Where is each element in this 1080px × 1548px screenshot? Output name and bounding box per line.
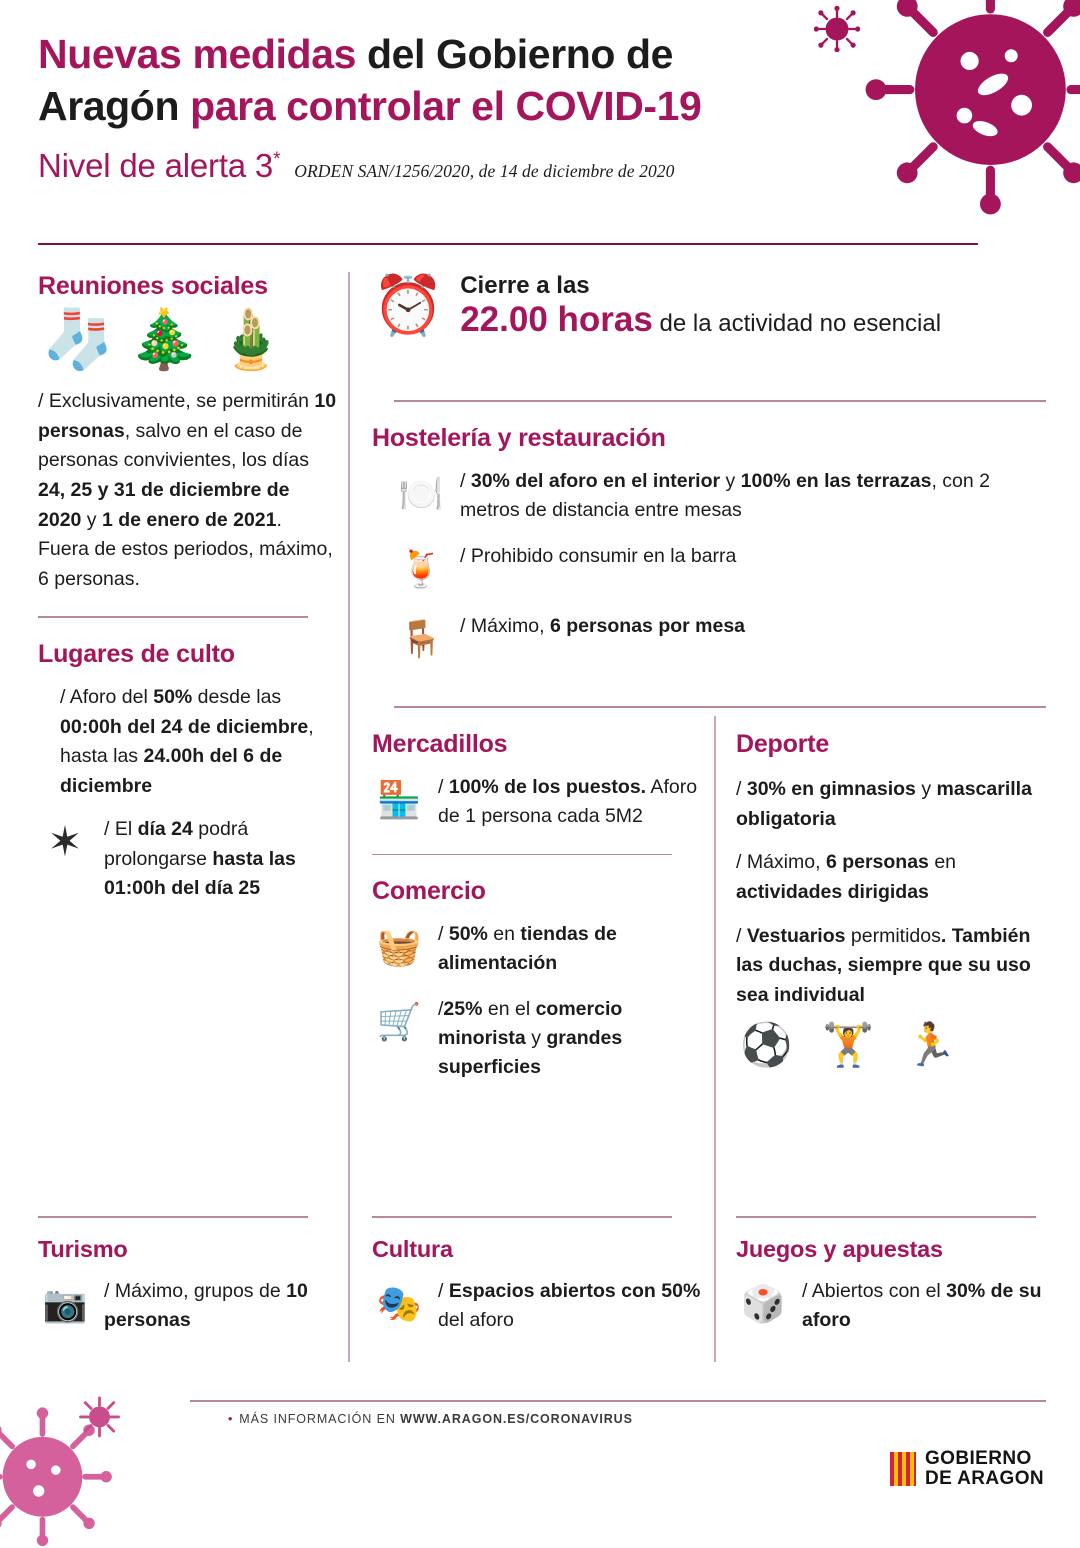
deporte-illustration <box>740 1021 1048 1069</box>
juegos-item <box>736 1277 1048 1336</box>
alert-level-row <box>38 147 898 185</box>
divider-right-1 <box>736 1216 1036 1218</box>
deporte-item-1 <box>736 775 1048 834</box>
hosteleria-title: Hostelería y restauración <box>372 424 666 452</box>
reuniones-title: Reuniones sociales <box>38 272 268 300</box>
title-plain-2: Aragón <box>38 83 191 130</box>
r-t4: . Fuera de estos periodos, máximo, 6 personas. <box>38 508 333 590</box>
market-stall-icon: 🏪 <box>376 779 422 820</box>
divider-left-2 <box>38 1216 308 1218</box>
c-b3: 24.00h del 6 de diciembre <box>60 745 283 797</box>
food-tray-icon: 🍽️ <box>398 473 444 514</box>
d1-a: / <box>736 778 747 800</box>
d1-c: y <box>915 778 937 800</box>
page-title <box>38 28 898 133</box>
me-b1: 100% de los puestos. <box>448 776 647 798</box>
co1-c: en <box>487 923 521 945</box>
christmas-bauble-icon: 🎍 <box>214 307 287 372</box>
c2-b: podrá prolongarse <box>104 818 249 870</box>
turismo-section <box>38 1216 338 1351</box>
co1-a: / <box>438 923 449 945</box>
d1-b2: mascarilla obligatoria <box>736 778 1032 830</box>
cu-c: del aforo <box>438 1308 514 1331</box>
c-a: / Aforo del <box>60 685 154 708</box>
title-plain-1: del Gobierno de <box>356 31 674 77</box>
alarm-clock-icon: ⏰ <box>372 273 445 338</box>
h1-c: y <box>720 470 741 492</box>
j-a: / Abiertos con el <box>802 1279 947 1302</box>
divider-after-hosteleria <box>394 706 1046 708</box>
footer-url[interactable]: WWW.ARAGON.ES/CORONAVIRUS <box>400 1412 633 1426</box>
logo-line-2: DE ARAGON <box>924 1468 1044 1490</box>
comercio-item-2 <box>372 995 702 1083</box>
christmas-stocking-icon: 🧦 <box>42 307 115 372</box>
closing-hours: 22.00 horas <box>460 300 653 339</box>
turismo-title: Turismo <box>38 1235 128 1262</box>
c-c: desde las <box>192 685 282 708</box>
j-b1: 30% de su aforo <box>802 1279 1042 1331</box>
turismo-item <box>38 1277 338 1336</box>
camera-icon: 📷 <box>42 1282 88 1324</box>
co2-c: en el <box>482 997 536 1020</box>
weightlifting-icon: 🏋️ <box>822 1021 875 1069</box>
r-t2: , salvo en el caso de personas convivientes, los días <box>38 419 309 472</box>
juegos-section <box>736 1216 1048 1351</box>
d2-b1: 6 personas <box>825 851 929 874</box>
cultura-title: Cultura <box>372 1235 453 1262</box>
h1-d: , con 2 metros de distancia entre mesas <box>460 470 991 522</box>
title-highlight-2: para controlar el COVID-19 <box>190 83 702 130</box>
deporte-item-2 <box>736 848 1048 907</box>
footer-info-label: MÁS INFORMACIÓN EN <box>239 1412 401 1426</box>
me-a: / <box>438 776 449 798</box>
star-sparkle-icon: ✶ <box>47 818 83 866</box>
r-b2: 24, 25 y 31 de diciembre de 2020 <box>38 478 290 531</box>
tu-b: 10 personas <box>104 1279 308 1331</box>
comercio-item-1 <box>372 920 702 979</box>
table-chairs-icon: 🪑 <box>398 617 444 659</box>
d2-a: / Máximo, <box>736 851 826 874</box>
column-divider-right <box>714 716 716 1362</box>
header <box>38 28 898 185</box>
co1-b2: tiendas de alimentación <box>438 923 617 975</box>
alert-level-asterisk: * <box>273 148 281 170</box>
co2-d: y <box>525 1026 547 1049</box>
h1-b1: 30% del aforo en el interior <box>470 470 721 492</box>
aragon-flag-icon <box>890 1452 916 1486</box>
deporte-title: Deporte <box>736 730 830 758</box>
closing-hours-block <box>372 272 1046 340</box>
tu-a: / Máximo, grupos de <box>104 1279 287 1302</box>
d3-b2: duchas, siempre que su uso sea individual <box>736 954 1031 1006</box>
mercadillos-item <box>372 773 702 832</box>
dice-icon: 🎲 <box>740 1282 786 1324</box>
co2-b1: 25% <box>443 997 483 1020</box>
c2-b1: día 24 <box>137 818 193 841</box>
footer-bullet: • <box>228 1412 234 1426</box>
reuniones-text <box>38 387 338 594</box>
left-column <box>38 272 338 919</box>
mercadillos-title: Mercadillos <box>372 730 508 758</box>
h3-b1: 6 personas por mesa <box>549 614 746 637</box>
soccer-ball-icon: ⚽ <box>740 1021 793 1069</box>
title-highlight-1: Nuevas medidas <box>38 31 356 77</box>
running-icon: 🏃 <box>904 1021 957 1069</box>
co2-b2: comercio minorista <box>438 997 623 1049</box>
christmas-tree-icon: 🎄 <box>128 307 201 372</box>
culto-item-2 <box>38 815 338 903</box>
d3-d: . También las <box>736 924 1031 977</box>
co2-b3: grandes superficies <box>438 1026 623 1078</box>
culto-item-1 <box>60 683 338 802</box>
juegos-title: Juegos y apuestas <box>736 1235 943 1262</box>
alert-level <box>38 147 280 185</box>
hosteleria-section <box>372 424 1046 682</box>
c-b1: 50% <box>153 685 193 708</box>
comercio-title: Comercio <box>372 877 486 905</box>
divider-left-1 <box>38 616 308 618</box>
r-b3: 1 de enero de 2021 <box>101 508 277 531</box>
c-b2: 00:00h del 24 de diciembre <box>60 715 309 738</box>
h1-a: / <box>460 470 471 492</box>
reuniones-illustration <box>42 307 338 372</box>
d1-b1: 30% en gimnasios <box>746 778 916 800</box>
alert-level-text: Nivel de alerta 3 <box>38 146 274 184</box>
column-divider-left <box>348 272 350 1362</box>
header-divider <box>38 243 978 245</box>
grocery-basket-icon: 🧺 <box>376 926 422 967</box>
c2-b2: hasta las 01:00h del día 25 <box>104 847 296 899</box>
cultura-item <box>372 1277 702 1336</box>
r-t1: / Exclusivamente, se permitirán <box>38 390 315 412</box>
c2-a: / El <box>104 818 138 841</box>
theatre-masks-icon: 🎭 <box>376 1282 422 1324</box>
r-t3: y <box>81 508 102 531</box>
hosteleria-item-2 <box>394 542 1046 596</box>
divider-mid-1 <box>372 854 672 856</box>
middle-column <box>372 730 702 1098</box>
gobierno-de-aragon-logo <box>890 1449 1044 1490</box>
co2-a: / <box>438 997 444 1020</box>
closing-label: Cierre a las <box>460 272 590 299</box>
virus-illustration-bottom <box>0 1358 166 1548</box>
closing-suffix: de la actividad no esencial <box>652 310 942 337</box>
deporte-item-3 <box>736 922 1048 1011</box>
culto-title: Lugares de culto <box>38 639 235 668</box>
h2-a: / Prohibido consumir en la barra <box>460 544 737 567</box>
hosteleria-item-3 <box>394 612 1046 666</box>
h3-a: / Máximo, <box>460 614 550 637</box>
r-b1: 10 personas <box>38 390 337 442</box>
cultura-section <box>372 1216 702 1351</box>
d2-c: en <box>928 851 957 874</box>
co1-b1: 50% <box>448 923 488 945</box>
d3-a: / <box>736 924 747 947</box>
d3-c: permitidos <box>845 924 941 947</box>
deporte-section <box>736 730 1048 1084</box>
divider-after-closing <box>394 400 1046 402</box>
footer-divider <box>190 1400 1046 1402</box>
cu-a: / <box>438 1279 449 1302</box>
hosteleria-item-1 <box>394 467 1046 526</box>
d3-b1: Vestuarios <box>746 924 846 947</box>
shopping-cart-icon: 🛒 <box>376 1000 422 1042</box>
d2-b2: actividades dirigidas <box>736 880 929 903</box>
cu-b1: Espacios abiertos con 50% <box>448 1279 701 1302</box>
h1-b2: 100% en las terrazas <box>740 470 932 492</box>
c-d: , hasta las <box>60 715 314 768</box>
orden-reference: ORDEN SAN/1256/2020, de 14 de diciembre de 2020 <box>294 160 675 181</box>
me-c: Aforo de 1 persona cada 5M2 <box>438 776 698 828</box>
divider-mid-2 <box>372 1216 672 1218</box>
logo-line-1: GOBIERNO <box>924 1447 1032 1469</box>
cocktail-icon: 🍹 <box>398 547 444 589</box>
footer-info <box>228 1412 633 1426</box>
